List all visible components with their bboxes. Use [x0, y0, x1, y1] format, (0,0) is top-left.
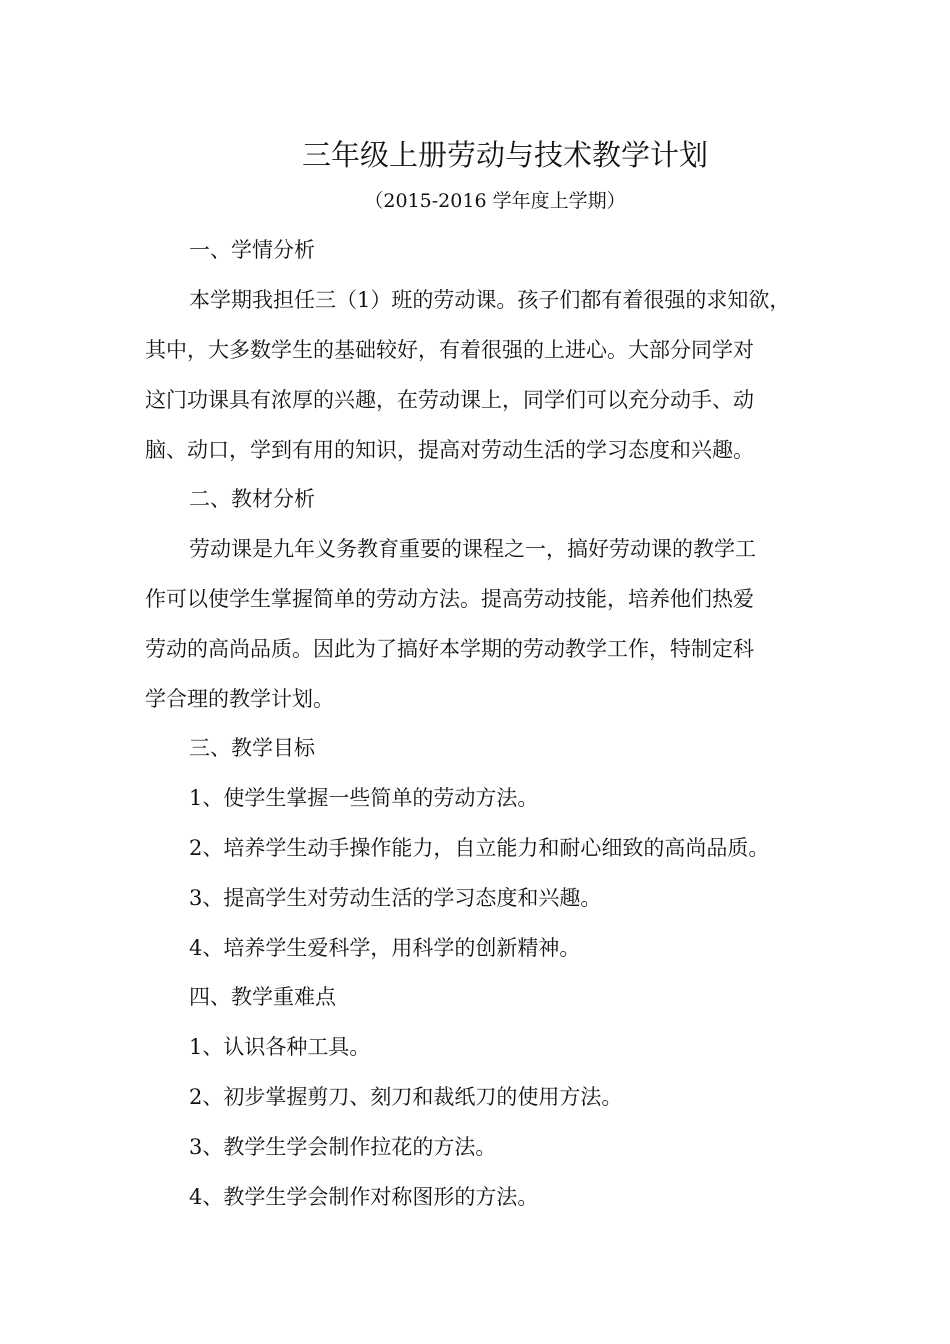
paragraph-line: 脑、动口，学到有用的知识，提高对劳动生活的学习态度和兴趣。	[145, 438, 754, 462]
paragraph-line: 这门功课具有浓厚的兴趣，在劳动课上，同学们可以充分动手、动	[145, 388, 754, 412]
list-item: 4、培养学生爱科学，用科学的创新精神。	[189, 936, 581, 960]
list-item: 1、使学生掌握一些简单的劳动方法。	[189, 786, 539, 810]
paragraph-line: 学合理的教学计划。	[145, 687, 334, 711]
document-subtitle: （2015-2016 学年度上学期）	[364, 190, 626, 212]
section-heading-key-difficulties: 四、教学重难点	[189, 985, 336, 1009]
paragraph-line: 劳动的高尚品质。因此为了搞好本学期的劳动教学工作，特制定科	[145, 637, 754, 661]
list-item: 1、认识各种工具。	[189, 1035, 371, 1059]
section-heading-student-analysis: 一、学情分析	[189, 238, 315, 262]
paragraph-line: 本学期我担任三（1）班的劳动课。孩子们都有着很强的求知欲，	[189, 288, 791, 312]
list-item: 2、初步掌握剪刀、刻刀和裁纸刀的使用方法。	[189, 1085, 623, 1109]
list-item: 3、提高学生对劳动生活的学习态度和兴趣。	[189, 886, 602, 910]
list-item: 2、培养学生动手操作能力，自立能力和耐心细致的高尚品质。	[189, 836, 770, 860]
paragraph-line: 其中，大多数学生的基础较好，有着很强的上进心。大部分同学对	[145, 338, 754, 362]
list-item: 4、教学生学会制作对称图形的方法。	[189, 1185, 539, 1209]
list-item: 3、教学生学会制作拉花的方法。	[189, 1135, 497, 1159]
section-heading-teaching-goals: 三、教学目标	[189, 736, 315, 760]
paragraph-line: 作可以使学生掌握简单的劳动方法。提高劳动技能，培养他们热爱	[145, 587, 754, 611]
section-heading-textbook-analysis: 二、教材分析	[189, 487, 315, 511]
document-title: 三年级上册劳动与技术教学计划	[301, 138, 708, 172]
paragraph-line: 劳动课是九年义务教育重要的课程之一，搞好劳动课的教学工	[189, 537, 756, 561]
